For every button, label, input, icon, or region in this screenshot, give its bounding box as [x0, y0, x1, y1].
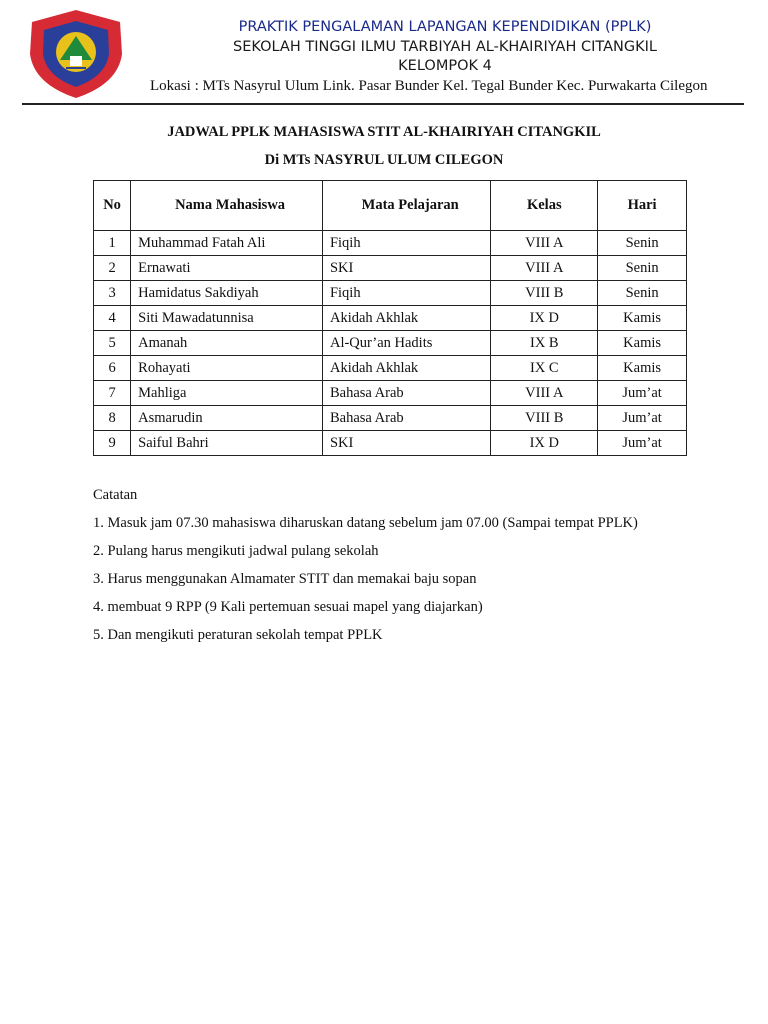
cell-kelas: VIII A [491, 231, 598, 256]
cell-mapel: SKI [322, 256, 490, 281]
cell-nama: Siti Mawadatunnisa [131, 306, 323, 331]
notes-section [93, 484, 638, 652]
cell-kelas: IX D [491, 306, 598, 331]
cell-kelas: VIII B [491, 406, 598, 431]
cell-nama: Asmarudin [131, 406, 323, 431]
cell-no: 3 [94, 281, 131, 306]
header-line-program: PRAKTIK PENGALAMAN LAPANGAN KEPENDIDIKAN (PPLK) [238, 19, 652, 35]
cell-kelas: VIII A [491, 381, 598, 406]
cell-no: 1 [94, 231, 131, 256]
cell-mapel: Bahasa Arab [322, 381, 490, 406]
cell-hari: Senin [598, 231, 687, 256]
document-title: JADWAL PPLK MAHASISWA STIT AL-KHAIRIYAH CITANGKIL [167, 124, 601, 140]
document-subtitle: Di MTs NASYRUL ULUM CILEGON [264, 152, 504, 168]
notes-heading: Catatan [93, 487, 138, 503]
cell-hari: Kamis [598, 306, 687, 331]
cell-hari: Jum’at [598, 406, 687, 431]
cell-nama: Muhammad Fatah Ali [131, 231, 323, 256]
table-row [94, 356, 687, 381]
note-item: 4. membuat 9 RPP (9 Kali pertemuan sesuai mapel yang diajarkan) [93, 599, 483, 615]
header-line-college: SEKOLAH TINGGI ILMU TARBIYAH AL-KHAIRIYAH CITANGKIL [233, 39, 657, 55]
table-row [94, 381, 687, 406]
cell-no: 2 [94, 256, 131, 281]
col-header-hari: Hari [598, 181, 687, 231]
header-divider [22, 103, 744, 105]
note-item: 5. Dan mengikuti peraturan sekolah tempat PPLK [93, 627, 383, 643]
cell-no: 8 [94, 406, 131, 431]
cell-hari: Kamis [598, 356, 687, 381]
cell-nama: Mahliga [131, 381, 323, 406]
cell-kelas: IX D [491, 431, 598, 456]
note-item: 3. Harus menggunakan Almamater STIT dan memakai baju sopan [93, 571, 477, 587]
cell-nama: Hamidatus Sakdiyah [131, 281, 323, 306]
cell-no: 7 [94, 381, 131, 406]
cell-hari: Senin [598, 281, 687, 306]
cell-no: 4 [94, 306, 131, 331]
cell-kelas: VIII B [491, 281, 598, 306]
table-row [94, 281, 687, 306]
col-header-kelas: Kelas [491, 181, 598, 231]
col-header-no: No [94, 181, 131, 231]
college-logo [22, 8, 130, 100]
cell-kelas: IX B [491, 331, 598, 356]
cell-nama: Saiful Bahri [131, 431, 323, 456]
table-row [94, 231, 687, 256]
cell-nama: Rohayati [131, 356, 323, 381]
cell-mapel: Al-Qur’an Hadits [322, 331, 490, 356]
shield-emblem-icon [22, 8, 130, 100]
schedule-table [93, 180, 687, 456]
cell-no: 5 [94, 331, 131, 356]
cell-mapel: Akidah Akhlak [322, 306, 490, 331]
cell-mapel: Fiqih [322, 281, 490, 306]
header-line-group: KELOMPOK 4 [398, 58, 492, 74]
cell-mapel: SKI [322, 431, 490, 456]
cell-kelas: IX C [491, 356, 598, 381]
cell-hari: Senin [598, 256, 687, 281]
cell-no: 6 [94, 356, 131, 381]
header-location: Lokasi : MTs Nasyrul Ulum Link. Pasar Bunder Kel. Tegal Bunder Kec. Purwakarta Cilegon [150, 78, 708, 94]
col-header-nama: Nama Mahasiswa [131, 181, 323, 231]
table-row [94, 431, 687, 456]
note-item: 2. Pulang harus mengikuti jadwal pulang sekolah [93, 543, 379, 559]
table-row [94, 256, 687, 281]
cell-mapel: Fiqih [322, 231, 490, 256]
cell-nama: Ernawati [131, 256, 323, 281]
cell-hari: Jum’at [598, 431, 687, 456]
table-header-row [94, 181, 687, 231]
col-header-mapel: Mata Pelajaran [322, 181, 490, 231]
cell-mapel: Bahasa Arab [322, 406, 490, 431]
cell-nama: Amanah [131, 331, 323, 356]
cell-no: 9 [94, 431, 131, 456]
cell-mapel: Akidah Akhlak [322, 356, 490, 381]
table-row [94, 306, 687, 331]
table-row [94, 406, 687, 431]
cell-hari: Jum’at [598, 381, 687, 406]
cell-kelas: VIII A [491, 256, 598, 281]
cell-hari: Kamis [598, 331, 687, 356]
table-row [94, 331, 687, 356]
note-item: 1. Masuk jam 07.30 mahasiswa diharuskan datang sebelum jam 07.00 (Sampai tempat PPLK) [93, 515, 638, 531]
